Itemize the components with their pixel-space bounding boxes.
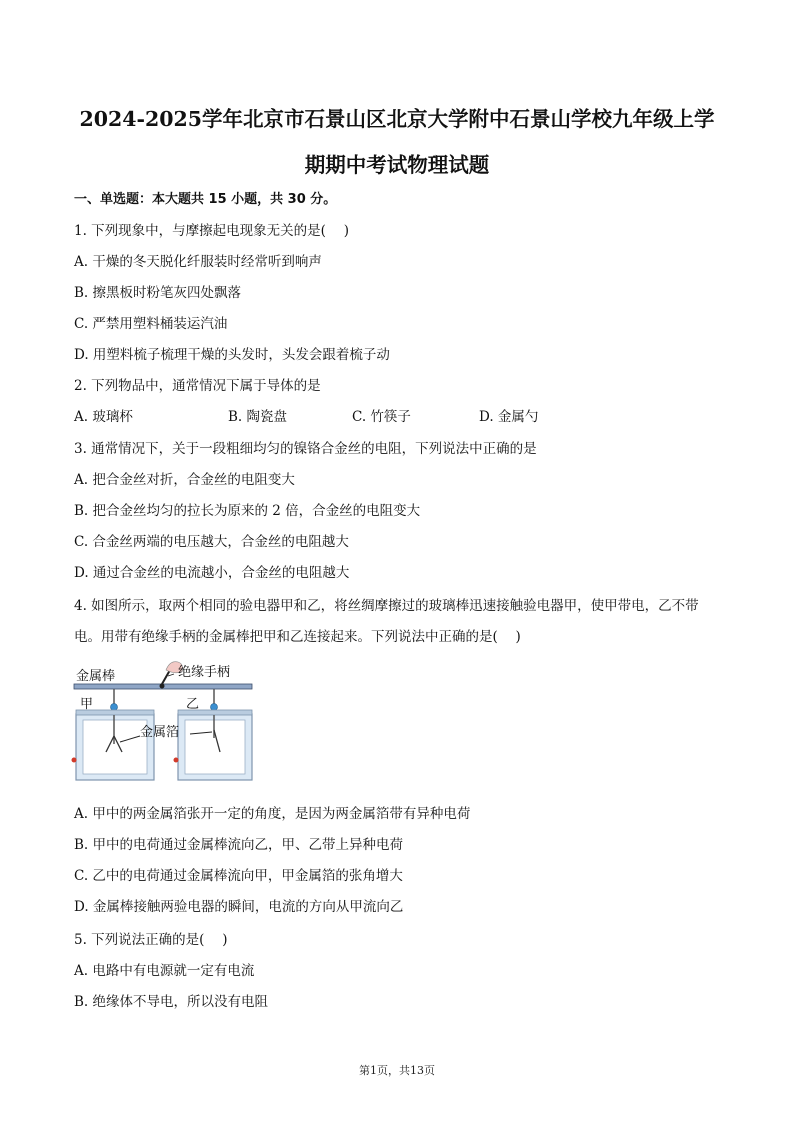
q1-option-d: D. 用塑料梳子梳理干燥的头发时，头发会跟着梳子动 [74,347,390,363]
insulating-handle [162,670,170,684]
label-jia: 甲 [80,697,94,712]
q1-option-c: C. 严禁用塑料桶装运汽油 [74,316,228,332]
page-footer: 第1页，共13页 [359,1064,435,1077]
q3-stem: 3. 通常情况下，关于一段粗细均匀的镍铬合金丝的电阻，下列说法中正确的是 [74,441,537,457]
q2-option-c: C. 竹筷子 [352,409,411,425]
q5-option-a: A. 电路中有电源就一定有电流 [74,963,255,979]
q2-option-b: B. 陶瓷盘 [228,409,288,425]
q1-option-a: A. 干燥的冬天脱化纤服装时经常听到响声 [74,254,322,270]
title-line-1: 2024-2025学年北京市石景山区北京大学附中石景山学校九年级上学 [79,107,715,131]
q3-option-d: D. 通过合金丝的电流越小，合金丝的电阻越大 [74,565,350,581]
q5-option-b: B. 绝缘体不导电，所以没有电阻 [74,994,269,1010]
q2-stem: 2. 下列物品中，通常情况下属于导体的是 [74,378,321,394]
q4-stem-line-1: 4. 如图所示，取两个相同的验电器甲和乙，将丝绸摩擦过的玻璃棒迅速接触验电器甲，使甲带电，乙不带 [74,598,699,614]
section-heading: 一、单选题：本大题共 15 小题，共 30 分。 [74,192,337,207]
label-yi: 乙 [186,697,200,712]
q4-option-c: C. 乙中的电荷通过金属棒流向甲，甲金属箔的张角增大 [74,868,403,884]
q2-option-a: A. 玻璃杯 [74,409,133,425]
electroscope-diagram [70,656,260,786]
electroscope-figure [70,656,260,786]
q3-option-a: A. 把合金丝对折，合金丝的电阻变大 [74,472,295,488]
label-foil: 金属箔 [140,725,180,740]
q4-option-a: A. 甲中的两金属箔张开一定的角度，是因为两金属箔带有异种电荷 [74,806,471,822]
q2-option-d: D. 金属勺 [479,409,539,425]
label-metal-rod: 金属棒 [76,669,116,684]
title-line-2: 期期中考试物理试题 [304,153,490,177]
label-handle: 绝缘手柄 [178,665,231,680]
q3-option-b: B. 把合金丝均匀的拉长为原来的 2 倍，合金丝的电阻变大 [74,503,421,519]
q4-stem-line-2: 电。用带有绝缘手柄的金属棒把甲和乙连接起来。下列说法中正确的是( ) [74,629,521,645]
q5-stem: 5. 下列说法正确的是( ) [74,932,228,948]
page-title [60,96,734,188]
q1-option-b: B. 擦黑板时粉笔灰四处飘落 [74,285,242,301]
q3-option-c: C. 合金丝两端的电压越大，合金丝的电阻越大 [74,534,349,550]
q4-option-d: D. 金属棒接触两验电器的瞬间，电流的方向从甲流向乙 [74,899,404,915]
q4-option-b: B. 甲中的电荷通过金属棒流向乙，甲、乙带上异种电荷 [74,837,404,853]
q1-stem: 1. 下列现象中，与摩擦起电现象无关的是( ) [74,223,349,239]
